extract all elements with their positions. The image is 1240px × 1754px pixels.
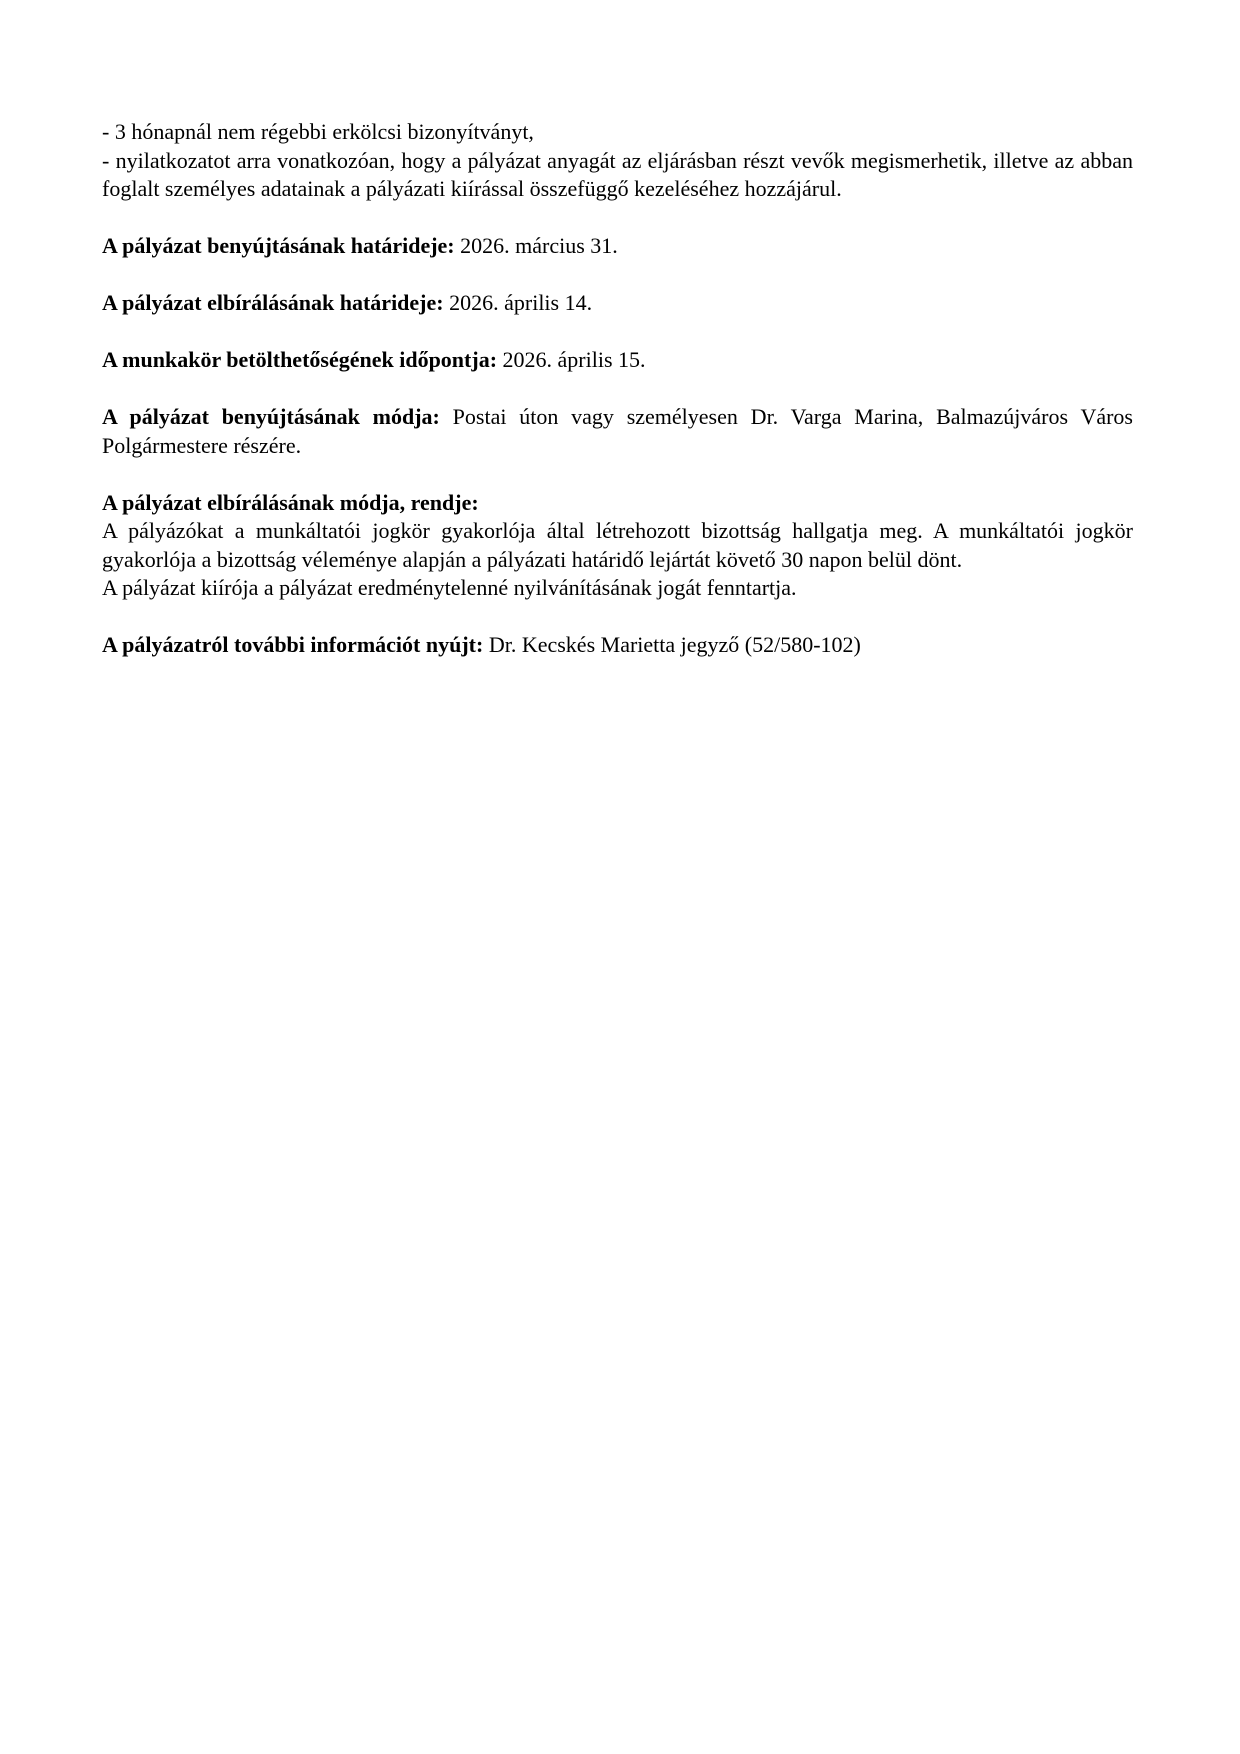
- evaluation-procedure-heading: [102, 489, 1133, 518]
- evaluation-deadline-line: [102, 289, 1133, 318]
- list-item: - nyilatkozatot arra vonatkozóan, hogy a pályázat anyagát az eljárásban részt vevők megismerhetik, illetve az abban foglalt személyes adatainak a pályázati kiírással összefüggő kezeléséhez hozzájárul.: [102, 147, 1133, 201]
- list-item: - 3 hónapnál nem régebbi erkölcsi bizonyítványt,: [102, 119, 534, 144]
- submission-deadline-value: 2026. március 31.: [460, 233, 618, 258]
- evaluation-deadline-value: 2026. április 14.: [449, 290, 593, 315]
- evaluation-procedure-body: A pályázókat a munkáltatói jogkör gyakorlója által létrehozott bizottság hallgatja meg. A munkáltatói jogkör gyakorlója a bizottság véleménye alapján a pályázati határidő lejártát követő 30 napon belül dönt.: [102, 518, 1133, 572]
- evaluation-deadline-label: A pályázat elbírálásának határideje:: [102, 290, 444, 315]
- evaluation-deadline-section: [102, 289, 1133, 318]
- position-start-line: [102, 346, 1133, 375]
- position-start-section: [102, 346, 1133, 375]
- further-information-label: A pályázatról további információt nyújt:: [102, 632, 484, 657]
- submission-method-value: Postai úton vagy személyesen Dr. Varga Marina, Balmazújváros Város Polgármestere részére.: [102, 404, 1133, 458]
- evaluation-procedure-note: A pályázat kiírója a pályázat eredménytelenné nyilvánításának jogát fenntartja.: [102, 575, 797, 600]
- submission-method-label: A pályázat benyújtásának módja:: [102, 404, 440, 429]
- submission-method-section: [102, 403, 1133, 460]
- submission-deadline-line: [102, 232, 1133, 261]
- further-information-section: [102, 631, 1133, 660]
- further-information-value: Dr. Kecskés Marietta jegyző (52/580-102): [488, 632, 861, 657]
- further-information-line: [102, 631, 1133, 660]
- submission-deadline-label: A pályázat benyújtásának határideje:: [102, 233, 455, 258]
- evaluation-procedure-heading-text: A pályázat elbírálásának módja, rendje:: [102, 489, 479, 515]
- evaluation-procedure-section: [102, 489, 1133, 603]
- position-start-value: 2026. április 15.: [502, 347, 646, 372]
- position-start-label: A munkakör betölthetőségének időpontja:: [102, 347, 498, 372]
- requirements-list: [102, 118, 1133, 204]
- submission-deadline-section: [102, 232, 1133, 261]
- submission-method-paragraph: [102, 403, 1133, 460]
